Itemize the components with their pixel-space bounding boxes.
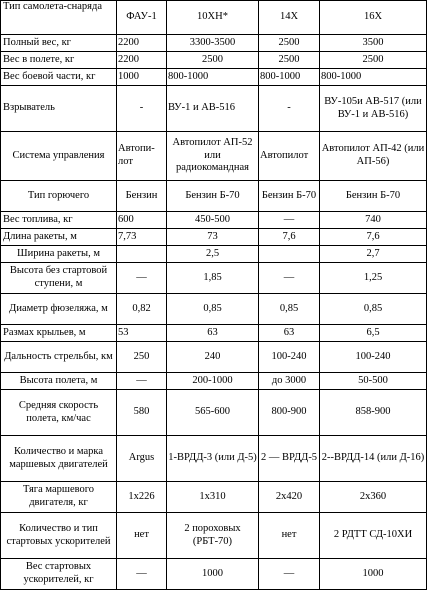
cell-fau1 [117,246,167,263]
cell-fau1: — [117,263,167,294]
header-14x: 14Х [259,1,320,35]
cell-fau1: 600 [117,212,167,229]
cell-16x: ВУ-105и АВ-517 (или ВУ-1 и АВ-516) [320,86,427,132]
table-row [1,482,427,513]
cell-16x: 100-240 [320,342,427,373]
cell-fau1: Бензин [117,181,167,212]
cell-fau1: - [117,86,167,132]
row-label: Ширина ракеты, м [1,246,117,263]
cell-16x: 858-900 [320,390,427,436]
cell-10xn: 0,85 [167,294,259,325]
cell-10xn: 450-500 [167,212,259,229]
cell-14x [259,246,320,263]
cell-14x: 7,6 [259,229,320,246]
cell-14x: 63 [259,325,320,342]
cell-10xn: 1-ВРДД-3 (или Д-5) [167,436,259,482]
cell-fau1: нет [117,513,167,559]
cell-14x: — [259,263,320,294]
cell-14x: 2x420 [259,482,320,513]
cell-14x: 2 — ВРДД-5 [259,436,320,482]
cell-10xn: 1,85 [167,263,259,294]
table-row [1,373,427,390]
cell-10xn: ВУ-1 и АВ-516 [167,86,259,132]
cell-fau1: Argus [117,436,167,482]
cell-14x: 2500 [259,35,320,52]
cell-fau1: — [117,373,167,390]
row-label: Вес стартовых ускорителей, кг [1,559,117,590]
cell-16x: 7,6 [320,229,427,246]
row-label: Полный вес, кг [1,35,117,52]
row-label: Диаметр фюзеляжа, м [1,294,117,325]
cell-fau1: 1x226 [117,482,167,513]
row-label: Взрыватель [1,86,117,132]
cell-14x: Бензин Б-70 [259,181,320,212]
cell-10xn: 565-600 [167,390,259,436]
cell-16x: 0,85 [320,294,427,325]
cell-16x: 1000 [320,559,427,590]
cell-fau1: 53 [117,325,167,342]
cell-10xn: 800-1000 [167,69,259,86]
cell-10xn: 3300-3500 [167,35,259,52]
cell-16x: 2,7 [320,246,427,263]
cell-16x: 2500 [320,52,427,69]
row-label: Размах крыльев, м [1,325,117,342]
cell-16x: 50-500 [320,373,427,390]
table-row [1,246,427,263]
header-type: Тип самолета-снаряда [1,1,117,35]
cell-14x: до 3000 [259,373,320,390]
table-row [1,86,427,132]
cell-fau1: Автопи-лот [117,132,167,181]
cell-16x: Бензин Б-70 [320,181,427,212]
cell-14x: 800-900 [259,390,320,436]
row-label: Вес в полете, кг [1,52,117,69]
cell-10xn: 200-1000 [167,373,259,390]
cell-16x: 1,25 [320,263,427,294]
cell-16x: 2--ВРДД-14 (или Д-16) [320,436,427,482]
table-row [1,35,427,52]
table-row [1,229,427,246]
table-row [1,263,427,294]
cell-fau1: 580 [117,390,167,436]
cell-14x: - [259,86,320,132]
row-label: Тяга маршевого двигателя, кг [1,482,117,513]
row-label: Высота полета, м [1,373,117,390]
table-row [1,181,427,212]
header-16x: 16Х [320,1,427,35]
cell-10xn: 240 [167,342,259,373]
cell-14x: — [259,212,320,229]
cell-14x: 2500 [259,52,320,69]
table-row [1,132,427,181]
cell-fau1: — [117,559,167,590]
table-row [1,52,427,69]
row-label: Длина ракеты, м [1,229,117,246]
row-label: Высота без стартовой ступени, м [1,263,117,294]
table-row [1,513,427,559]
cell-16x: 6,5 [320,325,427,342]
row-label: Средняя скорость полета, км/час [1,390,117,436]
cell-fau1: 2200 [117,35,167,52]
cell-10xn: 1000 [167,559,259,590]
row-label: Количество и марка маршевых двигателей [1,436,117,482]
cell-fau1: 1000 [117,69,167,86]
cell-10xn: Автопилот АП-52 или радиокомандная [167,132,259,181]
table-row [1,390,427,436]
row-label: Вес топлива, кг [1,212,117,229]
row-label: Дальность стрельбы, км [1,342,117,373]
cell-14x: 0,85 [259,294,320,325]
cell-16x: 800-1000 [320,69,427,86]
cell-10xn: Бензин Б-70 [167,181,259,212]
cell-10xn: 63 [167,325,259,342]
table-header-row [1,1,427,35]
cell-fau1: 250 [117,342,167,373]
header-fau1: ФАУ-1 [117,1,167,35]
cell-16x: 3500 [320,35,427,52]
cell-14x: нет [259,513,320,559]
cell-16x: Автопилот АП-42 (или АП-56) [320,132,427,181]
header-10xn: 10ХН* [167,1,259,35]
cell-14x: Автопилот [259,132,320,181]
row-label: Система управления [1,132,117,181]
cell-10xn: 1x310 [167,482,259,513]
table-row [1,436,427,482]
cell-10xn: 73 [167,229,259,246]
row-label: Количество и тип стартовых ускорителей [1,513,117,559]
table-row [1,294,427,325]
row-label: Тип горючего [1,181,117,212]
cell-16x: 740 [320,212,427,229]
cell-fau1: 2200 [117,52,167,69]
table-row [1,325,427,342]
cell-fau1: 7,73 [117,229,167,246]
cell-16x: 2 РДТТ СД-10ХИ [320,513,427,559]
cell-14x: 800-1000 [259,69,320,86]
cell-10xn: 2,5 [167,246,259,263]
cell-10xn: 2 пороховых (РБТ-70) [167,513,259,559]
cell-14x: 100-240 [259,342,320,373]
row-label: Вес боевой части, кг [1,69,117,86]
cell-14x: — [259,559,320,590]
cell-16x: 2x360 [320,482,427,513]
table-row [1,69,427,86]
table-row [1,342,427,373]
table-row [1,559,427,590]
cell-fau1: 0,82 [117,294,167,325]
table-row [1,212,427,229]
cell-10xn: 2500 [167,52,259,69]
